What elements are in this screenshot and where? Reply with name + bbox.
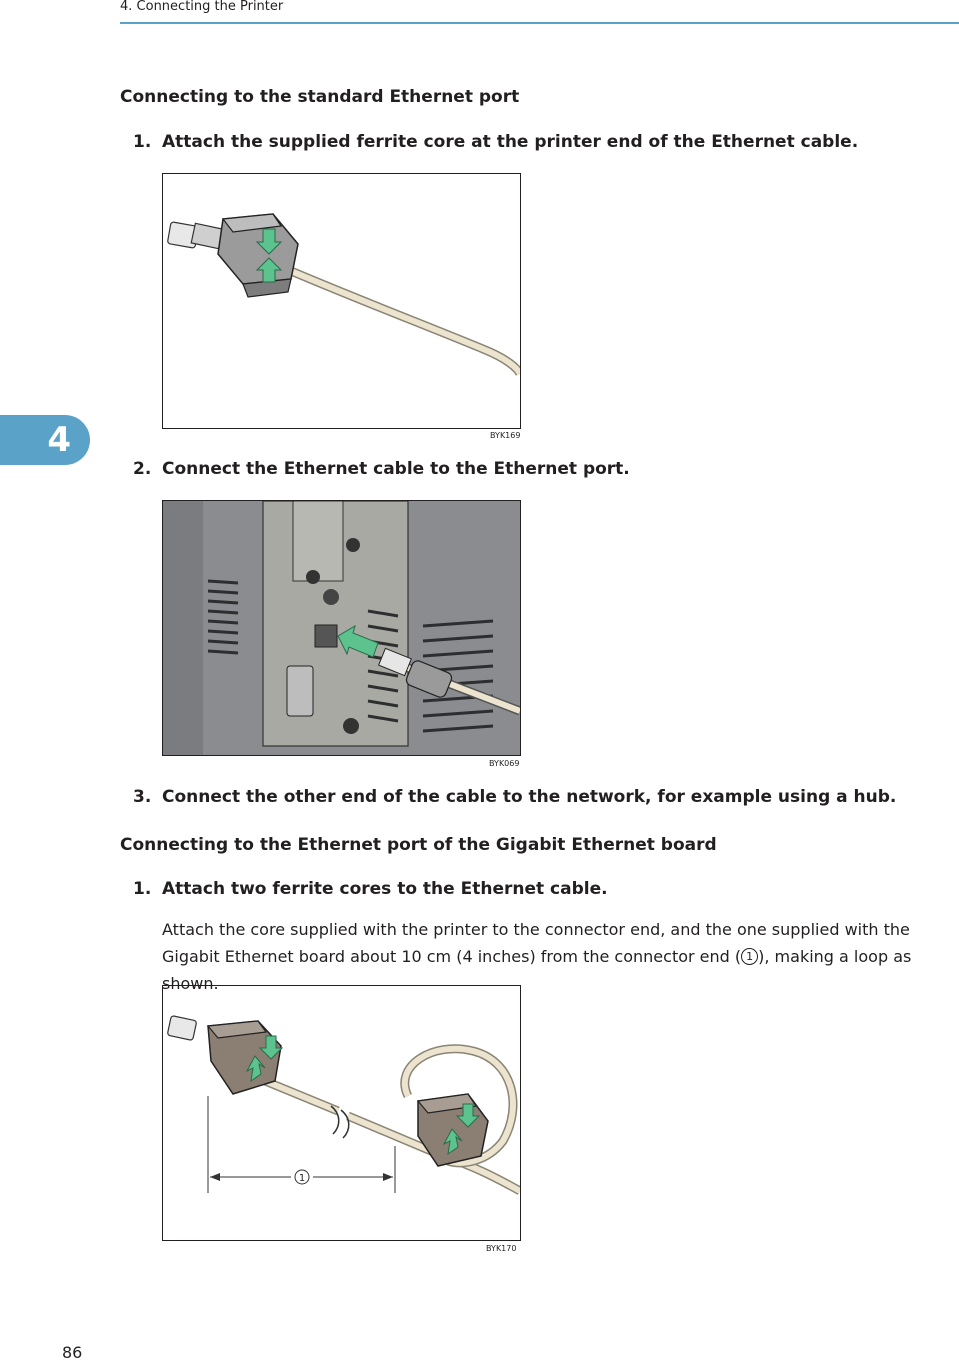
step-text: Attach the supplied ferrite core at the printer end of the Ethernet cable. <box>162 132 859 152</box>
dimension-callout-label: 1 <box>298 1173 306 1184</box>
page-number: 86 <box>62 1343 83 1362</box>
figure-code: BYK069 <box>489 759 520 768</box>
section-heading-standard-ethernet: Connecting to the standard Ethernet port <box>120 87 520 107</box>
figure-ferrite-core-attach <box>162 173 521 429</box>
chapter-tab: 4 <box>0 415 90 465</box>
step-text: Attach two ferrite cores to the Ethernet cable. <box>162 879 608 899</box>
two-ferrite-cores-illustration <box>163 986 520 1240</box>
figure-code: BYK169 <box>490 431 521 440</box>
ferrite-core-illustration <box>163 174 520 428</box>
step-text: Connect the Ethernet cable to the Ethernet port. <box>162 459 630 479</box>
section-heading-gigabit-ethernet: Connecting to the Ethernet port of the Gigabit Ethernet board <box>120 835 717 855</box>
description-part2: ), making a loop as shown. <box>162 947 912 993</box>
step-number: 3. <box>133 787 152 807</box>
header-rule <box>120 22 959 24</box>
step-number: 2. <box>133 459 152 479</box>
description-part1: Attach the core supplied with the printer to the connector end, and the one supplied with the Gigabit Ethernet board about 10 cm (4 inches) from the connector end ( <box>162 920 910 966</box>
step-number: 1. <box>133 132 152 152</box>
step-number: 1. <box>133 879 152 899</box>
figure-ethernet-port-connect <box>162 500 521 756</box>
running-head: 4. Connecting the Printer <box>120 0 284 14</box>
callout-marker: 1 <box>741 948 758 965</box>
step-text: Connect the other end of the cable to the network, for example using a hub. <box>162 787 897 807</box>
figure-two-ferrite-cores <box>162 985 521 1241</box>
printer-rear-illustration <box>163 501 520 755</box>
figure-code: BYK170 <box>486 1244 517 1253</box>
